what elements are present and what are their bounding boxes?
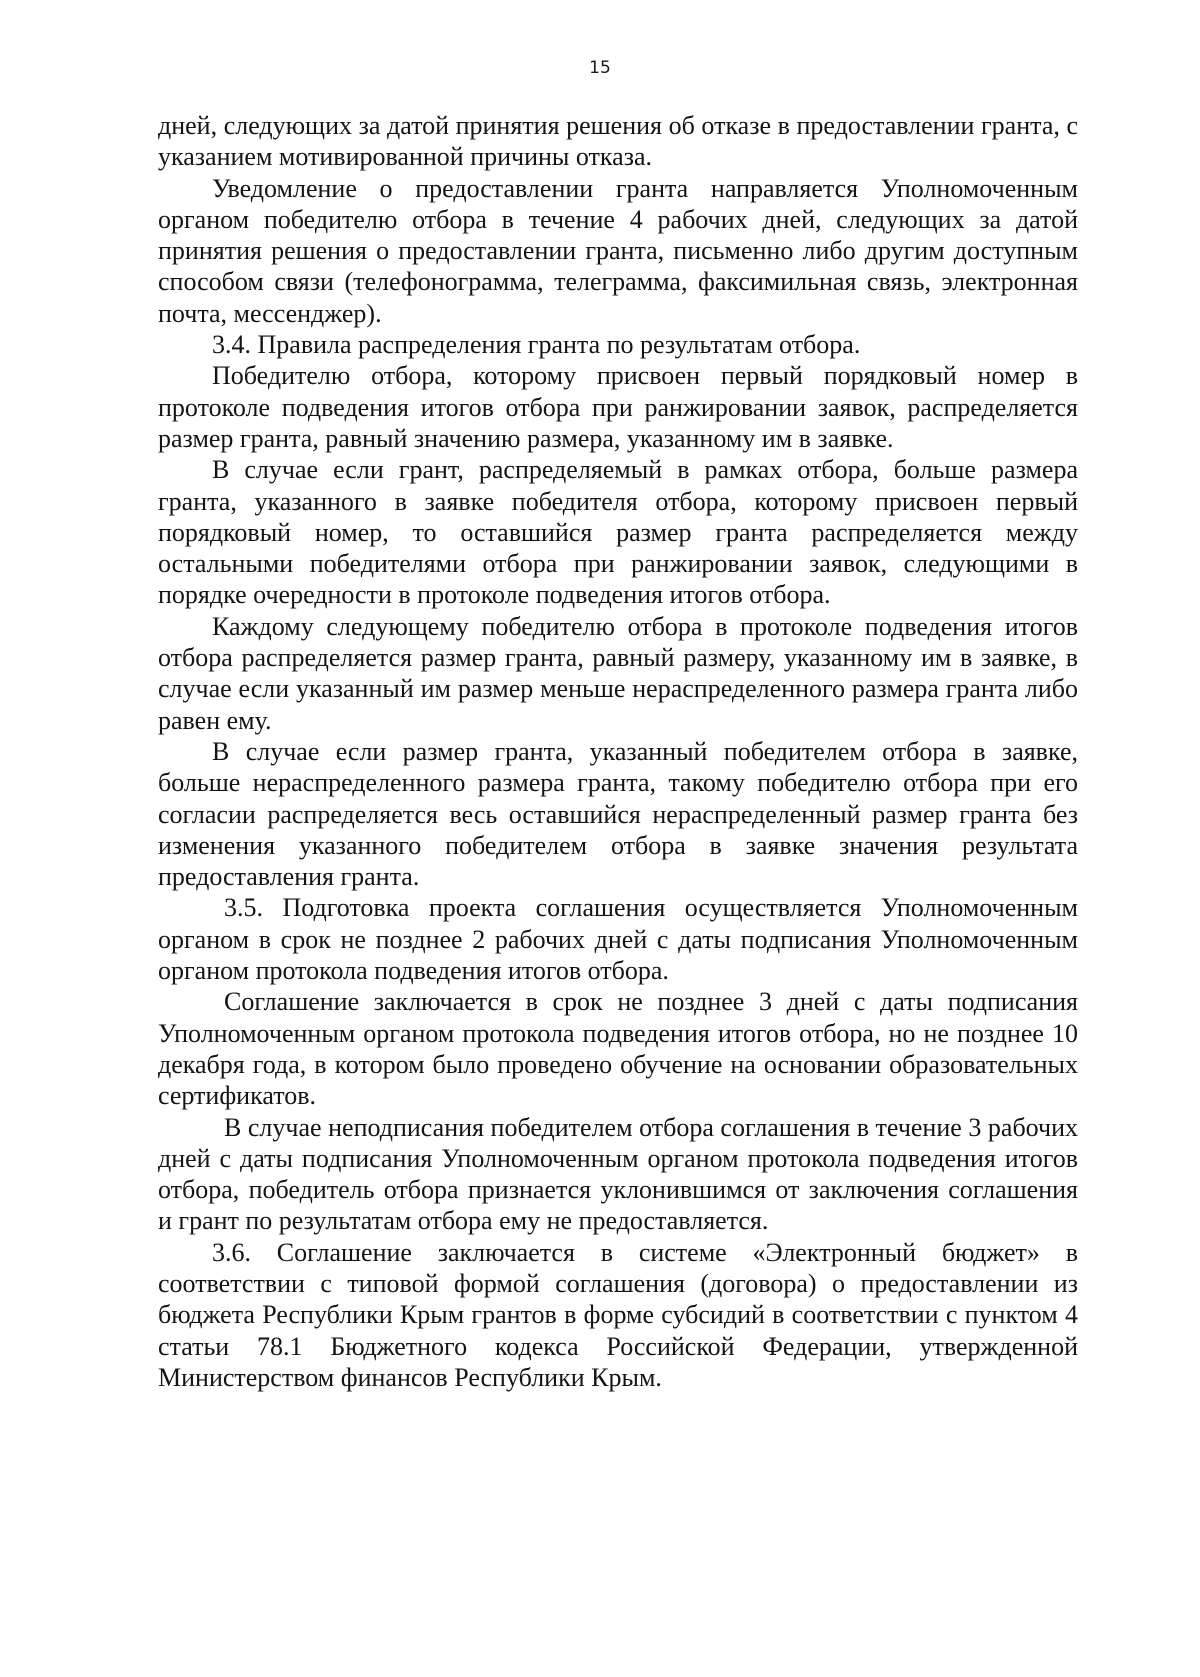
section-3-6-electronic-budget: 3.6. Соглашение заключается в системе «Электронный бюджет» в соответствии с типовой формой соглашения (договора) о предоставлении из бюджета Республики Крым грантов в форме субсидий в соответствии с пунктом 4 статьи 78.1 Бюджетного кодекса Российской Федерации, утвержденной Министерством финансов Республики Крым. <box>158 1237 1078 1392</box>
paragraph-agreement-deadline: Соглашение заключается в срок не позднее 3 дней с даты подписания Уполномоченным органом протокола подведения итогов отбора, но не позднее 10 декабря года, в котором было проведено обучение на основании образовательных сертификатов. <box>158 987 1078 1111</box>
paragraph-grant-exceeds: В случае если размер гранта, указанный победителем отбора в заявке, больше нераспределенного размера гранта, такому победителю отбора при его согласии распределяется весь оставшийся нераспределенный размер гранта без изменения указанного победителем отбора в заявке значения результата предоставления гранта. <box>158 736 1078 892</box>
section-3-5-draft-agreement: 3.5. Подготовка проекта соглашения осуществляется Уполномоченным органом в срок не позднее 2 рабочих дней с даты подписания Уполномоченным органом протокола подведения итогов отбора. <box>158 893 1078 986</box>
document-body <box>158 110 1078 1393</box>
section-heading-3-4: 3.4. Правила распределения гранта по результатам отбора. <box>212 330 861 360</box>
paragraph-grant-notification: Уведомление о предоставлении гранта направляется Уполномоченным органом победителю отбора в течение 4 рабочих дней, следующих за датой принятия решения о предоставлении гранта, письменно либо другим доступным способом связи (телефонограмма, телеграмма, факсимильная связь, электронная почта, мессенджер). <box>158 173 1078 328</box>
paragraph-remaining-grant: В случае если грант, распределяемый в рамках отбора, больше размера гранта, указанного в заявке победителя отбора, которому присвоен первый порядковый номер, то оставшийся размер гранта распределяется между остальными победителями отбора при ранжировании заявок, следующими в порядке очередности в протоколе подведения итогов отбора. <box>158 455 1078 610</box>
paragraph-non-signing: В случае неподписания победителем отбора соглашения в течение 3 рабочих дней с даты подписания Уполномоченным органом протокола подведения итогов отбора, победитель отбора признается уклонившимся от заключения соглашения и грант по результатам отбора ему не предоставляется. <box>158 1112 1078 1236</box>
paragraph-each-next-winner: Каждому следующему победителю отбора в протоколе подведения итогов отбора распределяется размер гранта, равный размеру, указанному им в заявке, в случае если указанный им размер меньше нераспределенного размера гранта либо равен ему. <box>158 611 1078 735</box>
page-number: 15 <box>589 58 611 78</box>
paragraph-first-winner: Победителю отбора, которому присвоен первый порядковый номер в протоколе подведения итогов отбора при ранжировании заявок, распределяется размер гранта, равный значению размера, указанному им в заявке. <box>158 361 1078 453</box>
paragraph-continuation: дней, следующих за датой принятия решения об отказе в предоставлении гранта, с указанием мотивированной причины отказа. <box>158 111 1078 172</box>
